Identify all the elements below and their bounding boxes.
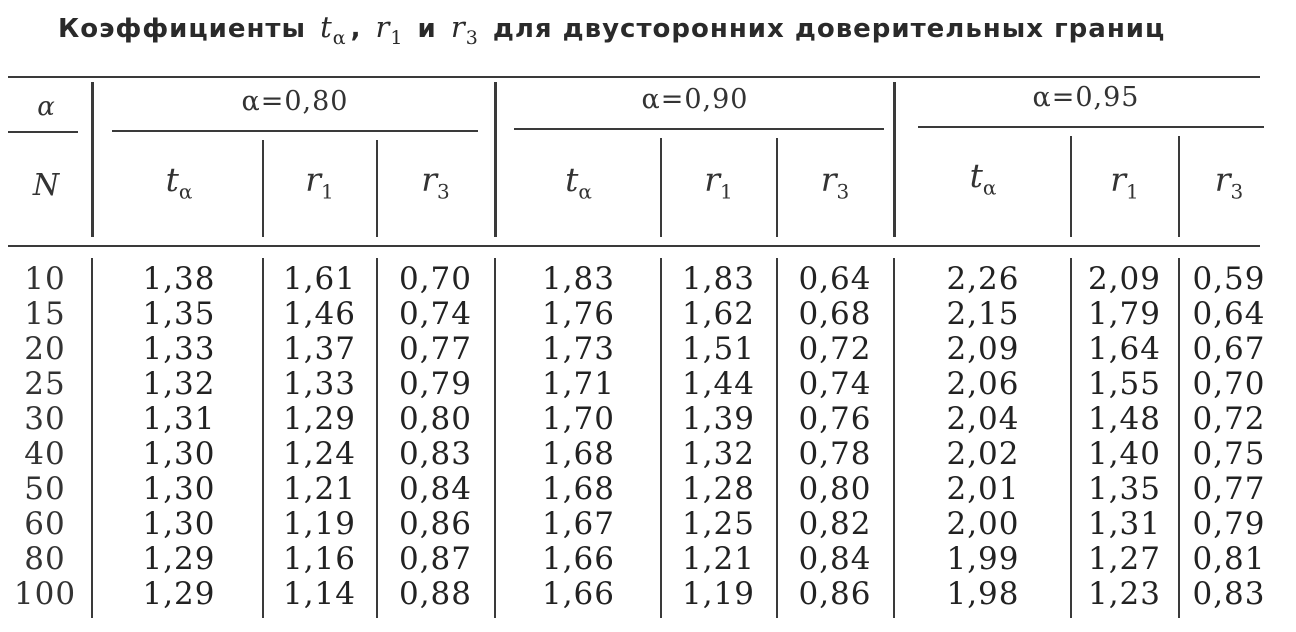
value-cell: 1,66 [541,576,616,612]
title-t-sub: α [332,26,347,49]
title-t-symbol: t [320,10,333,44]
value-cell: 1,48 [1087,401,1162,437]
value-cell: 1,83 [681,261,756,297]
value-cell: 1,39 [681,401,756,437]
value-cell: 1,33 [282,366,357,402]
value-cell: 2,01 [946,471,1020,507]
param-head-r3 [777,160,893,204]
value-cell: 1,19 [681,576,756,612]
param-sub: 1 [321,179,334,204]
value-cell: 1,31 [1087,506,1162,542]
value-cell: 1,23 [1087,576,1162,612]
value-cell: 0,81 [1192,541,1266,577]
param-head-t-alpha [96,160,262,204]
value-cell: 1,30 [142,506,216,542]
value-cell: 1,25 [681,506,756,542]
value-cell: 1,32 [142,366,216,402]
value-cell: 2,09 [946,331,1020,367]
value-cell: 0,84 [398,471,473,507]
value-cell: 2,15 [946,296,1020,332]
value-cell: 0,70 [1192,366,1266,402]
param-sub: α [178,179,193,204]
value-cell: 1,55 [1087,366,1162,402]
title-and: и [417,14,437,44]
value-cell: 1,21 [282,471,357,507]
n-stub-label: N [32,168,60,203]
param-head-t-alpha [497,160,660,204]
value-cell: 0,80 [798,471,872,507]
value-cell: 0,74 [398,296,473,332]
value-cell: 0,77 [1192,471,1266,507]
value-cell: 0,86 [398,506,473,542]
value-cell: 1,30 [142,436,216,472]
header-bottom-rule [8,245,1260,247]
param-sub: 3 [1230,179,1244,204]
value-cell: 1,40 [1087,436,1162,472]
n-cell: 40 [24,436,66,472]
value-cell: 0,76 [798,401,872,437]
value-cell: 0,88 [398,576,473,612]
title-t-alpha [320,10,347,49]
param-symbol: r [1214,160,1231,199]
title-suffix: для двусторонних доверительных границ [492,14,1166,44]
value-cell: 0,80 [398,401,473,437]
value-cell: 1,14 [282,576,357,612]
value-cell: 0,83 [1192,576,1266,612]
value-cell: 1,44 [681,366,756,402]
param-head-t-alpha [896,156,1070,200]
value-cell: 0,67 [1192,331,1266,367]
value-cell: 0,68 [798,296,872,332]
value-cell: 1,67 [541,506,616,542]
value-cell: 1,35 [142,296,216,332]
value-cell: 0,64 [1192,296,1266,332]
table-top-rule [8,76,1260,78]
n-cell: 100 [13,576,77,612]
value-cell: 1,76 [541,296,616,332]
value-cell: 1,33 [142,331,216,367]
title-r3-sub: 3 [465,26,479,49]
value-cell: 1,79 [1087,296,1162,332]
param-symbol: t [565,160,579,199]
value-cell: 2,26 [946,261,1020,297]
body-col-rule [494,258,496,618]
value-cell: 1,16 [282,541,357,577]
value-cell: 0,75 [1192,436,1266,472]
value-cell: 0,59 [1192,261,1266,297]
value-cell: 1,73 [541,331,616,367]
value-cell: 1,64 [1087,331,1162,367]
group-rule-3 [918,126,1264,128]
value-cell: 0,86 [798,576,872,612]
n-cell: 25 [24,366,66,402]
title-r1 [375,10,404,49]
param-sub: 3 [437,179,450,204]
param-sub: 1 [720,179,733,204]
param-symbol: t [165,160,179,199]
value-cell: 1,38 [142,261,216,297]
value-cell: 0,74 [798,366,872,402]
value-cell: 1,28 [681,471,756,507]
value-cell: 1,24 [282,436,357,472]
value-cell: 0,64 [798,261,872,297]
value-cell: 0,72 [798,331,872,367]
param-symbol: r [305,160,322,199]
n-cell: 30 [24,401,66,437]
value-cell: 1,30 [142,471,216,507]
value-cell: 1,51 [681,331,756,367]
param-head-r3 [1179,160,1279,204]
value-cell: 1,68 [541,471,616,507]
param-symbol: r [704,160,721,199]
alpha-stub-label: α [37,92,55,122]
group-title-080: α=0,80 [241,86,349,117]
value-cell: 1,27 [1087,541,1162,577]
value-cell: 1,35 [1087,471,1162,507]
param-head-r1 [263,160,376,204]
group-title-090: α=0,90 [641,84,749,115]
value-cell: 1,46 [282,296,357,332]
value-cell: 1,70 [541,401,616,437]
n-cell: 50 [24,471,66,507]
value-cell: 1,29 [282,401,357,437]
param-sub: α [982,175,997,200]
value-cell: 1,29 [142,576,216,612]
param-sub: 1 [1126,179,1139,204]
param-head-r3 [377,160,494,204]
value-cell: 1,31 [142,401,216,437]
body-col-rule [91,258,93,618]
value-cell: 2,06 [946,366,1020,402]
value-cell: 0,87 [398,541,473,577]
title-r1-sub: 1 [390,26,404,49]
value-cell: 1,21 [681,541,756,577]
param-symbol: t [969,156,983,195]
n-cell: 60 [24,506,66,542]
param-head-r1 [661,160,776,204]
value-cell: 1,37 [282,331,357,367]
param-sub: 3 [836,179,850,204]
group-title-095: α=0,95 [1032,82,1140,113]
value-cell: 1,68 [541,436,616,472]
value-cell: 1,29 [142,541,216,577]
value-cell: 1,66 [541,541,616,577]
value-cell: 0,78 [798,436,872,472]
title-r1-symbol: r [375,10,391,44]
value-cell: 0,72 [1192,401,1266,437]
n-cell: 80 [24,541,66,577]
value-cell: 1,83 [541,261,616,297]
value-cell: 0,79 [398,366,473,402]
n-cell: 20 [24,331,66,367]
param-head-r1 [1071,160,1178,204]
body-col-rule [893,258,895,618]
alpha-n-divider [8,131,78,133]
param-sub: α [578,179,592,204]
value-cell: 1,98 [946,576,1020,612]
param-symbol: r [421,160,438,199]
value-cell: 1,32 [681,436,756,472]
title-r3-symbol: r [450,10,466,44]
param-symbol: r [1110,160,1127,199]
value-cell: 1,62 [681,296,756,332]
title-prefix: Коэффициенты [58,14,307,44]
value-cell: 2,02 [946,436,1020,472]
value-cell: 0,77 [398,331,473,367]
value-cell: 0,82 [798,506,872,542]
value-cell: 0,70 [398,261,473,297]
group-rule-1 [112,130,478,132]
value-cell: 0,84 [798,541,872,577]
value-cell: 0,83 [398,436,473,472]
value-cell: 2,04 [946,401,1020,437]
value-cell: 1,71 [541,366,616,402]
title-r3 [450,10,479,49]
value-cell: 1,61 [282,261,357,297]
n-cell: 15 [24,296,66,332]
table-title: Коэффициенты $t_\alpha$ , $r_1$ и $r_3$ для двусторонних доверительных границ [58,10,1166,49]
value-cell: 0,79 [1192,506,1266,542]
n-cell: 10 [24,261,66,297]
value-cell: 2,09 [1087,261,1162,297]
value-cell: 1,19 [282,506,357,542]
group-rule-2 [514,128,884,130]
value-cell: 1,99 [946,541,1020,577]
param-symbol: r [820,160,837,199]
value-cell: 2,00 [946,506,1020,542]
